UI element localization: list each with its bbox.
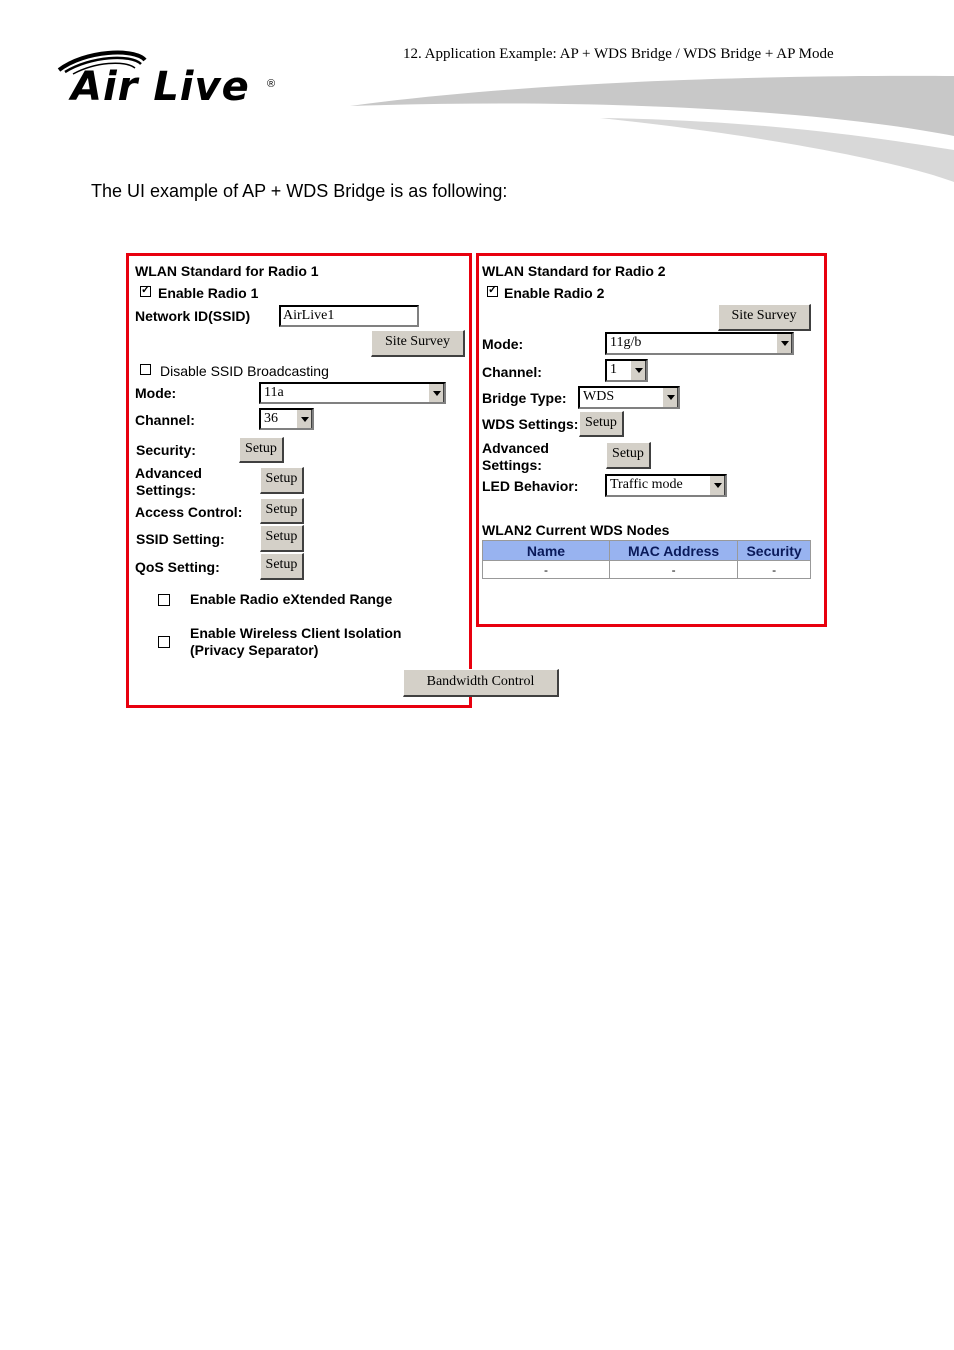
wds-settings-label: WDS Settings: [482, 416, 579, 432]
ssid-input[interactable]: AirLive1 [279, 305, 419, 327]
column-header-security: Security [738, 541, 811, 561]
radio2-advanced-setup-button[interactable]: Setup [606, 442, 651, 469]
radio2-mode-value: 11g/b [610, 335, 642, 350]
radio2-title: WLAN Standard for Radio 2 [482, 263, 666, 279]
radio2-advanced-label-2: Settings: [482, 457, 542, 473]
client-isolation-checkbox[interactable] [158, 636, 170, 648]
access-control-setup-button[interactable]: Setup [260, 498, 304, 524]
radio1-advanced-setup-button[interactable]: Setup [260, 467, 304, 494]
table-header-row [483, 541, 811, 561]
client-isolation-label: Enable Wireless Client Isolation [190, 625, 402, 641]
wds-settings-setup-button[interactable]: Setup [579, 411, 624, 437]
radio1-mode-label: Mode: [135, 385, 177, 401]
radio2-channel-value: 1 [610, 362, 617, 377]
extended-range-checkbox[interactable] [158, 594, 170, 606]
airlive-logo [55, 48, 285, 118]
radio1-channel-label: Channel: [135, 412, 195, 428]
chevron-down-icon[interactable] [776, 334, 792, 353]
disable-ssid-broadcast-checkbox[interactable] [140, 364, 151, 375]
security-setup-button[interactable]: Setup [239, 437, 284, 463]
chevron-down-icon[interactable] [630, 361, 646, 380]
extended-range-label: Enable Radio eXtended Range [190, 591, 393, 607]
table-cell-security: - [738, 561, 811, 579]
radio1-mode-select[interactable] [259, 382, 446, 404]
security-label: Security: [136, 442, 196, 458]
radio1-mode-value: 11a [264, 385, 284, 400]
chapter-header: 12. Application Example: AP + WDS Bridge / WDS Bridge + AP Mode [403, 46, 834, 62]
chevron-down-icon[interactable] [662, 388, 678, 407]
bandwidth-control-button[interactable]: Bandwidth Control [403, 669, 559, 697]
wds-nodes-table [482, 540, 811, 579]
radio2-site-survey-button[interactable]: Site Survey [718, 304, 811, 331]
radio1-channel-value: 36 [264, 411, 278, 426]
registered-mark: ® [267, 78, 276, 90]
radio2-channel-select[interactable] [605, 359, 648, 382]
chevron-down-icon[interactable] [296, 410, 312, 428]
column-header-mac: MAC Address [609, 541, 737, 561]
logo-wordmark: Air Live [71, 64, 250, 110]
client-isolation-label-2: (Privacy Separator) [190, 642, 319, 658]
led-behavior-label: LED Behavior: [482, 478, 579, 494]
radio1-title: WLAN Standard for Radio 1 [135, 263, 319, 279]
radio2-advanced-label: Advanced [482, 440, 549, 456]
chevron-down-icon[interactable] [709, 476, 725, 495]
led-behavior-select[interactable] [605, 474, 727, 497]
table-cell-mac: - [609, 561, 737, 579]
qos-setup-button[interactable]: Setup [260, 553, 304, 580]
header-swoosh [340, 70, 954, 190]
disable-ssid-broadcast-label: Disable SSID Broadcasting [160, 363, 329, 379]
access-control-label: Access Control: [135, 504, 243, 520]
table-row [483, 561, 811, 579]
ssid-setting-label: SSID Setting: [136, 531, 225, 547]
radio1-site-survey-button[interactable]: Site Survey [371, 330, 465, 357]
radio2-channel-label: Channel: [482, 364, 542, 380]
qos-setting-label: QoS Setting: [135, 559, 220, 575]
bridge-type-select[interactable] [578, 386, 680, 409]
radio1-advanced-label-2: Settings: [136, 482, 196, 498]
radio1-advanced-label: Advanced [135, 465, 202, 481]
radio1-channel-select[interactable] [259, 408, 314, 430]
table-cell-name: - [483, 561, 610, 579]
enable-radio1-label: Enable Radio 1 [158, 285, 259, 301]
enable-radio1-checkbox[interactable] [140, 286, 151, 297]
enable-radio2-label: Enable Radio 2 [504, 285, 605, 301]
bridge-type-label: Bridge Type: [482, 390, 567, 406]
radio2-mode-label: Mode: [482, 336, 524, 352]
chevron-down-icon[interactable] [428, 384, 444, 402]
enable-radio2-checkbox[interactable] [487, 286, 498, 297]
radio2-mode-select[interactable] [605, 332, 794, 355]
ssid-label: Network ID(SSID) [135, 308, 251, 324]
led-behavior-value: Traffic mode [610, 477, 683, 492]
bridge-type-value: WDS [583, 389, 615, 404]
wds-nodes-title: WLAN2 Current WDS Nodes [482, 522, 670, 538]
column-header-name: Name [483, 541, 610, 561]
ssid-setting-setup-button[interactable]: Setup [260, 525, 304, 552]
intro-text: The UI example of AP + WDS Bridge is as following: [91, 181, 508, 201]
